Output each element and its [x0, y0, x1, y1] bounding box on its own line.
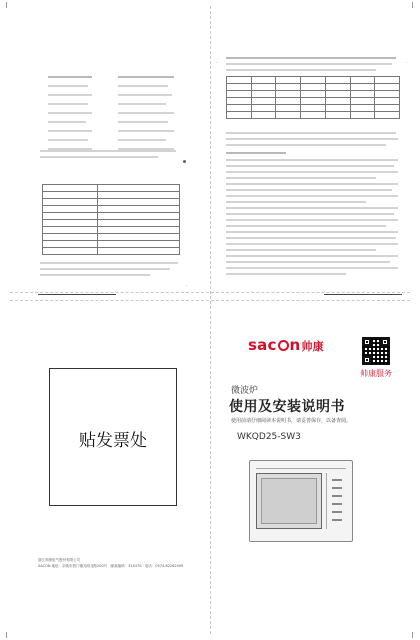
- manual-subtitle: 使用前请仔细阅读本说明书，请妥善保存，以备查阅。: [231, 418, 352, 424]
- text-line-placeholder: [118, 85, 168, 87]
- product-name: 微波炉: [231, 386, 259, 396]
- parts-list-column-right: [118, 76, 180, 156]
- text-line-placeholder: [118, 130, 174, 132]
- table-row: [43, 199, 180, 206]
- oven-control-button: [332, 511, 342, 513]
- company-telephone: 电话：0574-62262009: [144, 564, 184, 568]
- table-row: [43, 220, 180, 227]
- oven-door-glass: [261, 478, 317, 524]
- text-line-placeholder: [226, 255, 398, 257]
- page-number-placeholder: ·: [186, 283, 188, 288]
- oven-control-button: [332, 487, 342, 489]
- page-number-placeholder: ·: [406, 60, 408, 65]
- text-line-placeholder: [226, 63, 392, 65]
- microwave-oven-illustration: [249, 460, 353, 542]
- table-row: [43, 185, 180, 192]
- text-line-placeholder: [226, 231, 398, 233]
- text-line-placeholder: [118, 76, 174, 78]
- qr-finder-pattern: [363, 338, 371, 346]
- qr-finder-pattern: [381, 338, 389, 346]
- page-header-rule-right: [324, 288, 402, 295]
- text-line-placeholder: [118, 94, 172, 96]
- invoice-attachment-box: [49, 368, 177, 506]
- text-line-placeholder: [48, 121, 86, 123]
- table-row: [43, 192, 180, 199]
- crop-mark-top-right: [412, 2, 413, 8]
- table-row: [43, 213, 180, 220]
- company-postcode: 邮政编码：315470: [110, 564, 142, 568]
- text-line-placeholder: [40, 262, 178, 264]
- text-line-placeholder: [118, 103, 166, 105]
- text-line-placeholder: [226, 132, 396, 134]
- oven-control-button: [332, 503, 342, 505]
- text-line-placeholder: [118, 112, 174, 114]
- table-row: [43, 241, 180, 248]
- specifications-table: [42, 184, 180, 255]
- text-line-placeholder: [40, 156, 158, 158]
- text-line-placeholder: [226, 152, 286, 154]
- company-contact-line: [38, 564, 183, 569]
- square-bullet-icon: [183, 160, 186, 163]
- text-line-placeholder: [226, 171, 398, 173]
- model-number: WKQD25-SW3: [237, 432, 301, 442]
- table-row: [43, 234, 180, 241]
- crop-mark-top-left: [6, 2, 7, 8]
- text-line-placeholder: [40, 268, 170, 270]
- oven-top-vent: [256, 465, 346, 469]
- table-row: [43, 248, 180, 255]
- table-row: [227, 91, 400, 98]
- text-line-placeholder: [48, 76, 92, 78]
- text-line-placeholder: [226, 219, 398, 221]
- crop-mark-bottom-right: [412, 632, 413, 638]
- text-line-placeholder: [226, 201, 366, 203]
- text-line-placeholder: [48, 130, 92, 132]
- text-line-placeholder: [226, 237, 396, 239]
- text-line-placeholder: [48, 103, 88, 105]
- text-line-placeholder: [226, 183, 398, 185]
- text-line-placeholder: [226, 57, 396, 59]
- text-line-placeholder: [226, 249, 376, 251]
- oven-control-button: [332, 479, 342, 481]
- text-line-placeholder: [40, 274, 150, 276]
- qr-code-icon: [362, 337, 390, 365]
- service-tag: 帅康服务: [360, 369, 392, 378]
- text-line-placeholder: [40, 150, 176, 152]
- brand-latin-prefix: sac: [248, 336, 277, 354]
- oven-control-button: [332, 519, 342, 521]
- notice-paragraph: [40, 150, 180, 162]
- table-row: [227, 105, 400, 112]
- brand-logo: [248, 336, 324, 354]
- manual-title: 使用及安装说明书: [229, 399, 345, 415]
- oven-door-window: [256, 473, 322, 529]
- text-line-placeholder: [226, 243, 398, 245]
- text-line-placeholder: [226, 225, 386, 227]
- crop-mark-bottom-left: [6, 632, 7, 638]
- text-line-placeholder: [48, 85, 88, 87]
- text-line-placeholder: [226, 144, 386, 146]
- text-line-placeholder: [226, 195, 398, 197]
- text-line-placeholder: [226, 159, 398, 161]
- table-row: [227, 98, 400, 105]
- text-line-placeholder: [226, 138, 398, 140]
- notice-paragraph-lower: [40, 262, 180, 276]
- table-row: [227, 112, 400, 119]
- text-line-placeholder: [226, 261, 390, 263]
- text-line-placeholder: [226, 177, 376, 179]
- text-line-placeholder: [118, 139, 166, 141]
- table-row: [43, 227, 180, 234]
- parts-list-column: [48, 76, 98, 156]
- text-line-placeholder: [226, 189, 392, 191]
- brand-latin-suffix: n: [289, 336, 301, 354]
- text-line-placeholder: [48, 139, 88, 141]
- material-usage-table: [226, 76, 400, 119]
- oven-control-button: [332, 495, 342, 497]
- brand-chinese-name: 帅康: [301, 340, 324, 353]
- company-address: SACON 地址：余姚市泗门镇光明北路200号: [38, 564, 108, 568]
- page-header-rule: [38, 288, 116, 295]
- oven-control-panel: [326, 473, 346, 529]
- qr-finder-pattern: [363, 356, 371, 364]
- safety-instructions-body: [226, 132, 402, 282]
- text-line-placeholder: [226, 207, 398, 209]
- text-line-placeholder: [226, 165, 394, 167]
- text-line-placeholder: [48, 112, 92, 114]
- text-line-placeholder: [118, 121, 168, 123]
- text-line-placeholder: [226, 69, 376, 71]
- page-number-placeholder: ·: [216, 60, 218, 65]
- text-line-placeholder: [226, 213, 394, 215]
- company-name: 浙江帅康电气股份有限公司: [38, 558, 80, 562]
- table-row: [227, 77, 400, 84]
- table-row: [227, 84, 400, 91]
- text-line-placeholder: [48, 94, 92, 96]
- text-line-placeholder: [226, 267, 398, 269]
- text-line-placeholder: [226, 273, 346, 275]
- brand-o-ring: [278, 340, 289, 351]
- vertical-fold-line: [210, 6, 211, 634]
- table-row: [43, 206, 180, 213]
- invoice-label: 贴发票处: [79, 431, 147, 451]
